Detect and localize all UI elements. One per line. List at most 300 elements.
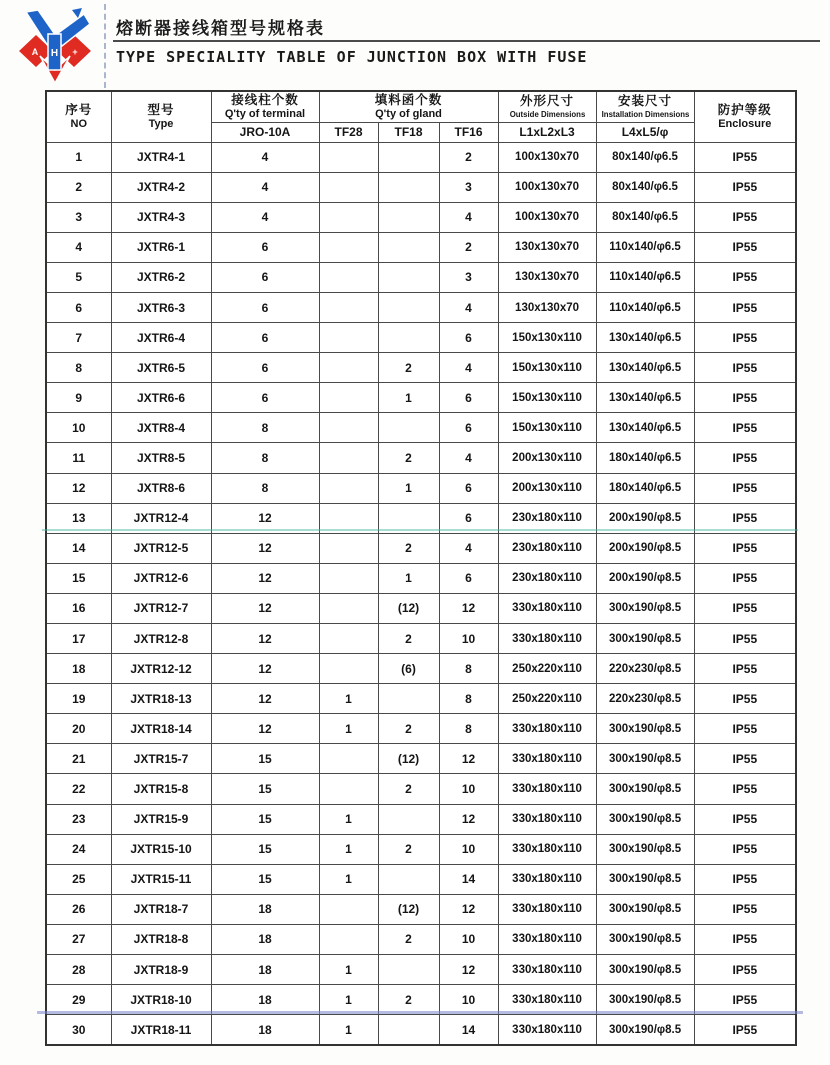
col-subheader-l4l5: L4xL5/φ	[596, 122, 694, 142]
cell-tf18	[378, 955, 439, 985]
cell-tf16: 10	[439, 985, 498, 1015]
cell-jro: 4	[211, 202, 319, 232]
cell-tf16: 4	[439, 202, 498, 232]
cell-enclosure: IP55	[694, 473, 796, 503]
table-row	[46, 924, 796, 954]
cell-tf18	[378, 232, 439, 262]
cell-tf18	[378, 262, 439, 292]
cell-enclosure: IP55	[694, 232, 796, 262]
cell-jro: 6	[211, 232, 319, 262]
cell-enclosure: IP55	[694, 503, 796, 533]
table-row	[46, 1015, 796, 1045]
cell-tf18	[378, 142, 439, 172]
cell-no: 6	[46, 292, 111, 322]
cell-enclosure: IP55	[694, 1015, 796, 1045]
cell-no: 24	[46, 834, 111, 864]
cell-type: JXTR18-8	[111, 924, 211, 954]
cell-type: JXTR12-12	[111, 654, 211, 684]
page-title-chinese: 熔断器接线箱型号规格表	[116, 19, 325, 38]
cell-type: JXTR6-5	[111, 353, 211, 383]
cell-tf16: 12	[439, 744, 498, 774]
table-row	[46, 684, 796, 714]
cell-type: JXTR12-7	[111, 593, 211, 623]
cell-outside: 150x130x110	[498, 413, 596, 443]
cell-tf16: 4	[439, 353, 498, 383]
cell-install: 220x230/φ8.5	[596, 684, 694, 714]
cell-tf18: 2	[378, 985, 439, 1015]
cell-tf18	[378, 202, 439, 232]
cell-tf28	[319, 413, 378, 443]
title-underline	[113, 40, 820, 42]
cell-tf18: 2	[378, 353, 439, 383]
cell-type: JXTR6-3	[111, 292, 211, 322]
cell-install: 300x190/φ8.5	[596, 1015, 694, 1045]
cell-tf16: 4	[439, 533, 498, 563]
cell-type: JXTR15-11	[111, 864, 211, 894]
cell-tf28	[319, 383, 378, 413]
col-header-no: 序号 NO	[46, 91, 111, 142]
page-title-english: TYPE SPECIALITY TABLE OF JUNCTION BOX WITH FUSE	[116, 48, 588, 66]
table-row	[46, 563, 796, 593]
cell-outside: 330x180x110	[498, 924, 596, 954]
cell-enclosure: IP55	[694, 654, 796, 684]
cell-type: JXTR18-11	[111, 1015, 211, 1045]
table-row	[46, 744, 796, 774]
cell-enclosure: IP55	[694, 323, 796, 353]
cell-enclosure: IP55	[694, 624, 796, 654]
cell-outside: 330x180x110	[498, 804, 596, 834]
cell-tf28: 1	[319, 864, 378, 894]
cell-tf16: 2	[439, 142, 498, 172]
col-header-terminal: 接线柱个数 Q'ty of terminal	[211, 91, 319, 122]
cell-tf28: 1	[319, 804, 378, 834]
cell-outside: 330x180x110	[498, 624, 596, 654]
cell-jro: 15	[211, 774, 319, 804]
cell-tf28	[319, 563, 378, 593]
cell-outside: 330x180x110	[498, 714, 596, 744]
cell-tf16: 14	[439, 1015, 498, 1045]
cell-jro: 8	[211, 413, 319, 443]
cell-tf16: 4	[439, 292, 498, 322]
cell-tf18: 2	[378, 774, 439, 804]
cell-jro: 12	[211, 503, 319, 533]
table-row	[46, 232, 796, 262]
cell-tf28	[319, 593, 378, 623]
cell-jro: 4	[211, 142, 319, 172]
table-row	[46, 894, 796, 924]
cell-type: JXTR6-4	[111, 323, 211, 353]
cell-no: 4	[46, 232, 111, 262]
cell-no: 28	[46, 955, 111, 985]
cell-no: 23	[46, 804, 111, 834]
cell-tf28	[319, 202, 378, 232]
cell-jro: 6	[211, 323, 319, 353]
cell-tf18	[378, 292, 439, 322]
cell-tf18	[378, 413, 439, 443]
col-header-type: 型号 Type	[111, 91, 211, 142]
cell-install: 110x140/φ6.5	[596, 262, 694, 292]
cell-type: JXTR15-9	[111, 804, 211, 834]
cell-no: 1	[46, 142, 111, 172]
cell-tf16: 8	[439, 684, 498, 714]
cell-tf28	[319, 292, 378, 322]
cell-outside: 150x130x110	[498, 383, 596, 413]
cell-no: 26	[46, 894, 111, 924]
cell-type: JXTR4-3	[111, 202, 211, 232]
cell-tf28	[319, 443, 378, 473]
cell-tf18: 2	[378, 924, 439, 954]
cell-jro: 8	[211, 473, 319, 503]
cell-tf18: 2	[378, 834, 439, 864]
cell-enclosure: IP55	[694, 894, 796, 924]
spec-table-container	[45, 90, 795, 1046]
cell-enclosure: IP55	[694, 924, 796, 954]
table-row	[46, 142, 796, 172]
cell-no: 25	[46, 864, 111, 894]
cell-tf28	[319, 924, 378, 954]
cell-tf18: (12)	[378, 593, 439, 623]
cell-tf16: 3	[439, 172, 498, 202]
cell-outside: 100x130x70	[498, 202, 596, 232]
cell-type: JXTR18-9	[111, 955, 211, 985]
cell-outside: 330x180x110	[498, 744, 596, 774]
cell-tf28: 1	[319, 684, 378, 714]
col-subheader-l1l2l3: L1xL2xL3	[498, 122, 596, 142]
svg-text:H: H	[50, 48, 59, 59]
cell-install: 80x140/φ6.5	[596, 172, 694, 202]
cell-tf18: (12)	[378, 744, 439, 774]
col-header-gland: 填料函个数 Q'ty of gland	[319, 91, 498, 122]
cell-enclosure: IP55	[694, 172, 796, 202]
table-row	[46, 323, 796, 353]
cell-type: JXTR12-8	[111, 624, 211, 654]
cell-jro: 12	[211, 684, 319, 714]
cell-jro: 12	[211, 714, 319, 744]
cell-jro: 6	[211, 353, 319, 383]
cell-tf18	[378, 684, 439, 714]
cell-tf28	[319, 503, 378, 533]
cell-no: 9	[46, 383, 111, 413]
cell-tf28	[319, 894, 378, 924]
cell-install: 200x190/φ8.5	[596, 563, 694, 593]
cell-tf28	[319, 323, 378, 353]
cell-outside: 250x220x110	[498, 684, 596, 714]
cell-type: JXTR18-13	[111, 684, 211, 714]
svg-text:+: +	[72, 47, 78, 57]
cell-outside: 330x180x110	[498, 593, 596, 623]
cell-type: JXTR12-6	[111, 563, 211, 593]
cell-install: 300x190/φ8.5	[596, 714, 694, 744]
cell-type: JXTR18-10	[111, 985, 211, 1015]
cell-jro: 6	[211, 262, 319, 292]
cell-tf28	[319, 654, 378, 684]
cell-no: 21	[46, 744, 111, 774]
cell-tf28	[319, 774, 378, 804]
cell-tf28: 1	[319, 714, 378, 744]
table-row	[46, 714, 796, 744]
cell-jro: 8	[211, 443, 319, 473]
cell-jro: 12	[211, 624, 319, 654]
cell-outside: 150x130x110	[498, 353, 596, 383]
cell-tf18: 2	[378, 533, 439, 563]
cell-outside: 330x180x110	[498, 834, 596, 864]
col-header-install: 安装尺寸 Installation Dimensions	[596, 91, 694, 122]
cell-install: 180x140/φ6.5	[596, 473, 694, 503]
cell-no: 2	[46, 172, 111, 202]
cell-type: JXTR15-7	[111, 744, 211, 774]
cell-tf28	[319, 533, 378, 563]
table-row	[46, 443, 796, 473]
cell-jro: 15	[211, 834, 319, 864]
cell-no: 22	[46, 774, 111, 804]
cell-enclosure: IP55	[694, 714, 796, 744]
cell-jro: 15	[211, 804, 319, 834]
cell-tf16: 10	[439, 834, 498, 864]
cell-type: JXTR8-4	[111, 413, 211, 443]
cell-tf16: 4	[439, 443, 498, 473]
cell-no: 12	[46, 473, 111, 503]
cell-no: 15	[46, 563, 111, 593]
cell-outside: 330x180x110	[498, 985, 596, 1015]
cell-install: 130x140/φ6.5	[596, 413, 694, 443]
cell-enclosure: IP55	[694, 985, 796, 1015]
col-subheader-tf18: TF18	[378, 122, 439, 142]
company-logo	[14, 6, 96, 86]
cell-type: JXTR8-6	[111, 473, 211, 503]
table-row	[46, 533, 796, 563]
cell-tf28	[319, 744, 378, 774]
cell-type: JXTR12-4	[111, 503, 211, 533]
table-row	[46, 353, 796, 383]
cell-type: JXTR12-5	[111, 533, 211, 563]
cell-type: JXTR18-7	[111, 894, 211, 924]
spec-table	[45, 90, 797, 1046]
cell-tf16: 2	[439, 232, 498, 262]
cell-no: 7	[46, 323, 111, 353]
cell-tf16: 6	[439, 413, 498, 443]
col-subheader-tf28: TF28	[319, 122, 378, 142]
cell-tf28: 1	[319, 834, 378, 864]
cell-enclosure: IP55	[694, 292, 796, 322]
cell-no: 27	[46, 924, 111, 954]
cell-no: 5	[46, 262, 111, 292]
cell-install: 130x140/φ6.5	[596, 383, 694, 413]
col-header-outside: 外形尺寸 Outside Dimensions	[498, 91, 596, 122]
cell-install: 130x140/φ6.5	[596, 323, 694, 353]
cell-install: 220x230/φ8.5	[596, 654, 694, 684]
cell-tf18	[378, 172, 439, 202]
cell-outside: 330x180x110	[498, 864, 596, 894]
table-row	[46, 473, 796, 503]
cell-enclosure: IP55	[694, 593, 796, 623]
cell-install: 80x140/φ6.5	[596, 142, 694, 172]
table-row	[46, 774, 796, 804]
cell-install: 300x190/φ8.5	[596, 985, 694, 1015]
svg-text:A: A	[31, 47, 39, 57]
cell-jro: 12	[211, 533, 319, 563]
cell-tf16: 6	[439, 473, 498, 503]
cell-tf28: 1	[319, 985, 378, 1015]
cell-tf18	[378, 503, 439, 533]
table-row	[46, 413, 796, 443]
cell-tf16: 6	[439, 563, 498, 593]
cell-enclosure: IP55	[694, 774, 796, 804]
table-row	[46, 503, 796, 533]
cell-no: 19	[46, 684, 111, 714]
cell-install: 300x190/φ8.5	[596, 804, 694, 834]
cell-install: 300x190/φ8.5	[596, 624, 694, 654]
cell-jro: 15	[211, 864, 319, 894]
cell-outside: 150x130x110	[498, 323, 596, 353]
cell-tf18: 1	[378, 473, 439, 503]
cell-type: JXTR6-6	[111, 383, 211, 413]
cell-jro: 12	[211, 563, 319, 593]
cell-enclosure: IP55	[694, 202, 796, 232]
cell-tf18: 2	[378, 624, 439, 654]
cell-type: JXTR18-14	[111, 714, 211, 744]
cell-tf18: 2	[378, 443, 439, 473]
cell-tf18: (6)	[378, 654, 439, 684]
cell-tf28	[319, 262, 378, 292]
cell-no: 13	[46, 503, 111, 533]
cell-tf18	[378, 323, 439, 353]
cell-outside: 330x180x110	[498, 774, 596, 804]
cell-outside: 100x130x70	[498, 172, 596, 202]
cell-outside: 130x130x70	[498, 232, 596, 262]
cell-no: 17	[46, 624, 111, 654]
cell-install: 300x190/φ8.5	[596, 774, 694, 804]
cell-type: JXTR6-1	[111, 232, 211, 262]
cell-install: 180x140/φ6.5	[596, 443, 694, 473]
cell-enclosure: IP55	[694, 533, 796, 563]
cell-enclosure: IP55	[694, 443, 796, 473]
cell-enclosure: IP55	[694, 262, 796, 292]
cell-tf16: 3	[439, 262, 498, 292]
cell-jro: 18	[211, 1015, 319, 1045]
cell-tf28	[319, 232, 378, 262]
cell-outside: 200x130x110	[498, 443, 596, 473]
cell-tf18	[378, 864, 439, 894]
cell-outside: 100x130x70	[498, 142, 596, 172]
cell-no: 29	[46, 985, 111, 1015]
table-row	[46, 864, 796, 894]
cell-install: 300x190/φ8.5	[596, 924, 694, 954]
cell-tf18: 1	[378, 383, 439, 413]
spec-table-head	[46, 91, 796, 142]
table-row	[46, 834, 796, 864]
cell-install: 110x140/φ6.5	[596, 292, 694, 322]
cell-no: 18	[46, 654, 111, 684]
cell-jro: 12	[211, 654, 319, 684]
cell-jro: 18	[211, 985, 319, 1015]
cell-tf16: 12	[439, 804, 498, 834]
table-row	[46, 202, 796, 232]
cell-install: 200x190/φ8.5	[596, 533, 694, 563]
table-row	[46, 593, 796, 623]
cell-type: JXTR15-8	[111, 774, 211, 804]
cell-tf16: 12	[439, 955, 498, 985]
cell-no: 20	[46, 714, 111, 744]
cell-no: 16	[46, 593, 111, 623]
cell-jro: 18	[211, 924, 319, 954]
cell-install: 300x190/φ8.5	[596, 894, 694, 924]
cell-jro: 18	[211, 955, 319, 985]
cell-enclosure: IP55	[694, 955, 796, 985]
cell-jro: 6	[211, 383, 319, 413]
cell-install: 300x190/φ8.5	[596, 834, 694, 864]
col-subheader-tf16: TF16	[439, 122, 498, 142]
table-row	[46, 292, 796, 322]
cell-tf16: 6	[439, 383, 498, 413]
cell-install: 300x190/φ8.5	[596, 955, 694, 985]
cell-enclosure: IP55	[694, 864, 796, 894]
cell-enclosure: IP55	[694, 563, 796, 593]
cell-outside: 130x130x70	[498, 292, 596, 322]
cell-tf16: 8	[439, 654, 498, 684]
cell-tf16: 12	[439, 593, 498, 623]
cell-install: 300x190/φ8.5	[596, 864, 694, 894]
table-row	[46, 172, 796, 202]
cell-outside: 250x220x110	[498, 654, 596, 684]
cell-install: 300x190/φ8.5	[596, 593, 694, 623]
cell-tf18: 2	[378, 714, 439, 744]
company-logo-icon	[14, 6, 96, 86]
cell-jro: 15	[211, 744, 319, 774]
cell-no: 30	[46, 1015, 111, 1045]
cell-enclosure: IP55	[694, 744, 796, 774]
cell-type: JXTR6-2	[111, 262, 211, 292]
cell-tf28	[319, 473, 378, 503]
cell-tf28	[319, 353, 378, 383]
cell-outside: 330x180x110	[498, 955, 596, 985]
cell-tf28	[319, 142, 378, 172]
cell-install: 80x140/φ6.5	[596, 202, 694, 232]
cell-tf28: 1	[319, 1015, 378, 1045]
cell-outside: 230x180x110	[498, 503, 596, 533]
cell-type: JXTR15-10	[111, 834, 211, 864]
cell-install: 200x190/φ8.5	[596, 503, 694, 533]
cell-jro: 12	[211, 593, 319, 623]
cell-tf18: 1	[378, 563, 439, 593]
cell-outside: 200x130x110	[498, 473, 596, 503]
cell-install: 130x140/φ6.5	[596, 353, 694, 383]
table-row	[46, 654, 796, 684]
cell-tf28: 1	[319, 955, 378, 985]
cell-enclosure: IP55	[694, 413, 796, 443]
cell-jro: 4	[211, 172, 319, 202]
cell-type: JXTR4-2	[111, 172, 211, 202]
cell-enclosure: IP55	[694, 142, 796, 172]
col-header-enclosure: 防护等级 Enclosure	[694, 91, 796, 142]
cell-tf16: 8	[439, 714, 498, 744]
cell-jro: 6	[211, 292, 319, 322]
cell-enclosure: IP55	[694, 684, 796, 714]
spec-table-body	[46, 142, 796, 1045]
cell-jro: 18	[211, 894, 319, 924]
cell-enclosure: IP55	[694, 383, 796, 413]
cell-no: 14	[46, 533, 111, 563]
cell-outside: 130x130x70	[498, 262, 596, 292]
cell-tf16: 12	[439, 894, 498, 924]
cell-no: 10	[46, 413, 111, 443]
cell-outside: 330x180x110	[498, 1015, 596, 1045]
cell-enclosure: IP55	[694, 834, 796, 864]
cell-enclosure: IP55	[694, 353, 796, 383]
cell-tf18	[378, 804, 439, 834]
cell-install: 300x190/φ8.5	[596, 744, 694, 774]
cell-tf16: 10	[439, 624, 498, 654]
table-row	[46, 624, 796, 654]
